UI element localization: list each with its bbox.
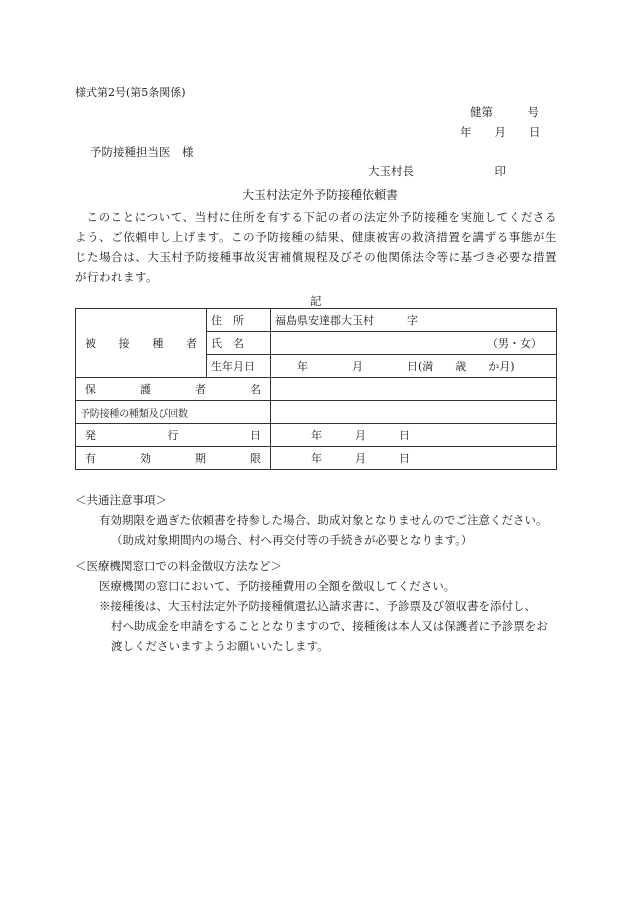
subject-label: 被 接 種 者 xyxy=(85,337,197,350)
common-note-line: （助成対象期間内の場合、村へ再交付等の手続きが必要となります。） xyxy=(111,533,473,547)
notes-section xyxy=(75,490,565,656)
table-row xyxy=(76,424,557,447)
document-number: 健第 号 xyxy=(470,105,539,119)
table-row xyxy=(76,309,557,332)
common-note-line: 有効期限を過ぎた依頼書を持参した場合、助成対象となりませんのでご注意ください。 xyxy=(99,513,548,527)
fee-note-line: 医療機関の窓口において、予防接種費用の全額を徴収してください。 xyxy=(99,579,456,593)
addressee: 予防接種担当医 様 xyxy=(90,145,194,159)
issue-value[interactable]: 年 月 日 xyxy=(271,424,557,447)
address-value[interactable]: 福島県安達郡大玉村 字 xyxy=(271,309,557,332)
birth-label: 生年月日 xyxy=(207,355,271,378)
issue-date: 年 月 日 xyxy=(460,125,541,139)
table-row xyxy=(76,447,557,470)
sender: 大玉村長 印 xyxy=(368,164,506,178)
expiry-label-cell xyxy=(76,447,271,470)
expiry-label: 有 効 期 限 xyxy=(85,452,261,465)
ki-marker: 記 xyxy=(310,294,322,308)
request-table xyxy=(75,308,557,470)
document-title: 大玉村法定外予防接種依頼書 xyxy=(242,188,399,202)
expiry-value[interactable]: 年 月 日 xyxy=(271,447,557,470)
name-value[interactable] xyxy=(271,332,557,355)
guardian-label: 保 護 者 名 xyxy=(85,383,261,396)
table-row xyxy=(76,401,557,424)
fee-note-line: 村へ助成金を申請をすることとなりますので、接種後は本人又は保護者に予診票をお xyxy=(111,619,548,633)
vaccine-label: 予防接種の種類及び回数 xyxy=(76,401,271,424)
address-label: 住 所 xyxy=(207,309,271,332)
form-number: 様式第2号(第5条関係) xyxy=(75,86,186,99)
gender-choice[interactable]: （男・女） xyxy=(487,337,542,350)
issue-label: 発 行 日 xyxy=(85,429,261,442)
table-row xyxy=(76,378,557,401)
birth-value[interactable]: 年 月 日(満 歳 か月) xyxy=(271,355,557,378)
guardian-label-cell xyxy=(76,378,271,401)
fee-note-line: ※接種後は、大玉村法定外予防接種償還払込請求書に、予診票及び領収書を添付し、 xyxy=(99,599,536,613)
subject-label-cell xyxy=(76,309,207,378)
name-label: 氏 名 xyxy=(207,332,271,355)
guardian-value[interactable] xyxy=(271,378,557,401)
fee-notes-heading: ＜医療機関窓口での料金徴収方法など＞ xyxy=(75,559,282,573)
common-notes-heading: ＜共通注意事項＞ xyxy=(75,493,167,507)
vaccine-value[interactable] xyxy=(271,401,557,424)
fee-note-line: 渡しくださいますようお願いいたします。 xyxy=(111,639,329,653)
body-paragraph: このことについて、当村に住所を有する下記の者の法定外予防接種を実施してくださるよう、ご依頼申し上げます。この予防接種の結果、健康被害の救済措置を講ずる事態が生じた場合は、大玉村予防接種事故災害補償規程及びその他関係法令等に基づき必要な措置が行われます。 xyxy=(75,210,557,284)
issue-label-cell xyxy=(76,424,271,447)
